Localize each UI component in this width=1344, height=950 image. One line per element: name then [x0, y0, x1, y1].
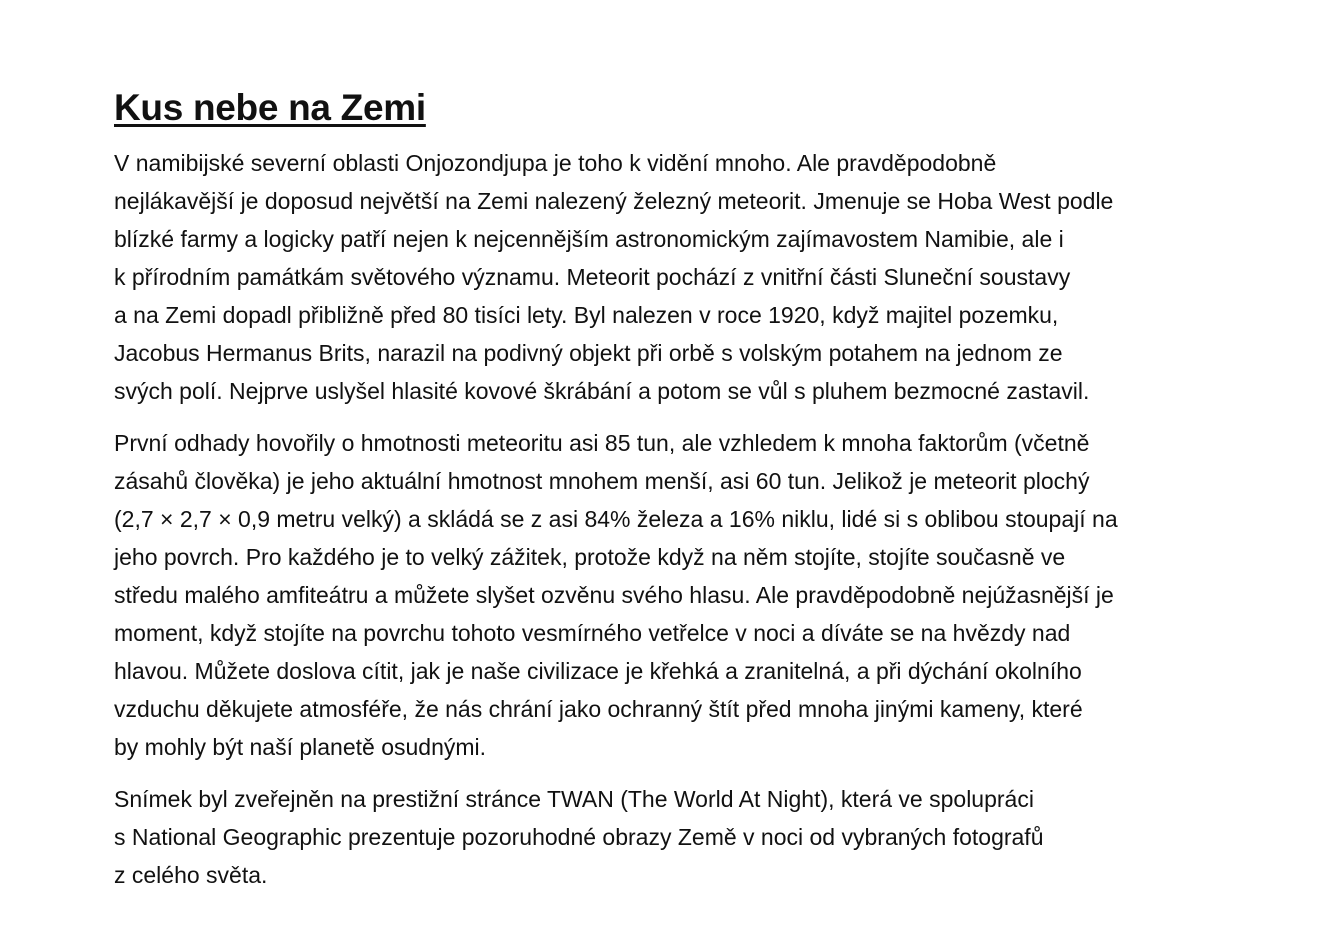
- article-paragraph-3: [114, 780, 1264, 894]
- paragraph-line: jeho povrch. Pro každého je to velký zážitek, protože když na něm stojíte, stojíte současně ve: [114, 544, 1066, 570]
- paragraph-line: V namibijské severní oblasti Onjozondjupa je toho k vidění mnoho. Ale pravděpodobně: [114, 150, 997, 176]
- paragraph-line: První odhady hovořily o hmotnosti meteoritu asi 85 tun, ale vzhledem k mnoha faktorům (včetně: [114, 430, 1090, 456]
- paragraph-line: (2,7 × 2,7 × 0,9 metru velký) a skládá se z asi 84% železa a 16% niklu, lidé si s oblibou stoupají na: [114, 506, 1118, 532]
- paragraph-line: hlavou. Můžete doslova cítit, jak je naše civilizace je křehká a zranitelná, a při dýchání okolního: [114, 658, 1082, 684]
- article-paragraph-1: [114, 144, 1264, 410]
- document-page: [114, 84, 1264, 908]
- paragraph-line: středu malého amfiteátru a můžete slyšet ozvěnu svého hlasu. Ale pravděpodobně nejúžasnější je: [114, 582, 1114, 608]
- article-paragraph-2: [114, 424, 1264, 766]
- paragraph-line: s National Geographic prezentuje pozoruhodné obrazy Země v noci od vybraných fotografů: [114, 824, 1044, 850]
- paragraph-line: Snímek byl zveřejněn na prestižní stránce TWAN (The World At Night), která ve spolupráci: [114, 786, 1034, 812]
- article-title: Kus nebe na Zemi: [114, 87, 426, 128]
- paragraph-line: moment, když stojíte na povrchu tohoto vesmírného vetřelce v noci a díváte se na hvězdy nad: [114, 620, 1071, 646]
- paragraph-line: vzduchu děkujete atmosféře, že nás chrání jako ochranný štít před mnoha jinými kameny, které: [114, 696, 1083, 722]
- paragraph-line: svých polí. Nejprve uslyšel hlasité kovové škrábání a potom se vůl s pluhem bezmocné zastavil.: [114, 378, 1090, 404]
- paragraph-line: blízké farmy a logicky patří nejen k nejcennějším astronomickým zajímavostem Namibie, ale i: [114, 226, 1064, 252]
- paragraph-line: nejlákavější je doposud největší na Zemi nalezený železný meteorit. Jmenuje se Hoba West podle: [114, 188, 1114, 214]
- paragraph-line: by mohly být naší planetě osudnými.: [114, 734, 487, 760]
- paragraph-line: zásahů člověka) je jeho aktuální hmotnost mnohem menší, asi 60 tun. Jelikož je meteorit plochý: [114, 468, 1090, 494]
- paragraph-line: Jacobus Hermanus Brits, narazil na podivný objekt při orbě s volským potahem na jednom ze: [114, 340, 1063, 366]
- paragraph-line: z celého světa.: [114, 862, 268, 888]
- paragraph-line: k přírodním památkám světového významu. Meteorit pochází z vnitřní části Sluneční soustavy: [114, 264, 1071, 290]
- paragraph-line: a na Zemi dopadl přibližně před 80 tisíci lety. Byl nalezen v roce 1920, když majitel pozemku,: [114, 302, 1059, 328]
